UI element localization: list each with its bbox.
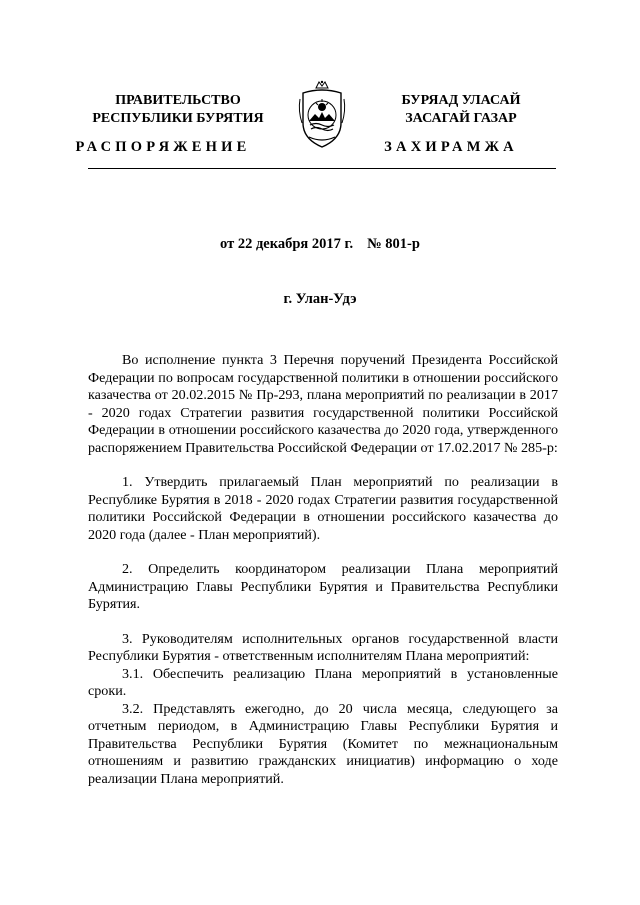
date-number-line <box>0 236 640 253</box>
government-name-ru <box>73 92 283 128</box>
coat-of-arms-icon <box>297 79 347 151</box>
document-number: № 801-р <box>367 236 420 252</box>
clause-2: 2. Определить координатором реализации Плана мероприятий Администрацию Главы Республики Бурятия и Правительства Республики Бурятия. <box>88 561 558 612</box>
document-body <box>88 352 558 788</box>
document-city: г. Улан-Удэ <box>283 291 357 307</box>
header-divider <box>88 168 556 169</box>
clause-3: 3. Руководителям исполнительных органов государственной власти Республики Бурятия - ответственным исполнителям Плана мероприятий: <box>88 630 558 664</box>
government-name-bua <box>356 92 566 128</box>
header-left-line-2: РЕСПУБЛИКИ БУРЯТИЯ <box>92 111 264 126</box>
document-date: от 22 декабря 2017 г. <box>220 236 354 252</box>
clause-3-2: 3.2. Представлять ежегодно, до 20 числа месяца, следующего за отчетным периодом, в Администрацию Главы Республики Бурятия и Правительства Республики Бурятия (Комитет по межнациональным отношениям и развитию гражданских инициатив) информацию о ходе реализации Плана мероприятий. <box>88 700 558 787</box>
doc-type-ru: РАСПОРЯЖЕНИЕ <box>75 139 251 155</box>
header-right-line-2: ЗАСАГАЙ ГАЗАР <box>405 111 517 126</box>
doc-type-bua: ЗАХИРАМЖА <box>384 139 518 155</box>
clause-3-1: 3.1. Обеспечить реализацию Плана мероприятий в установленные сроки. <box>88 665 558 699</box>
clause-1: 1. Утвердить прилагаемый План мероприятий по реализации в Республике Бурятия в 2018 - 2020 годах Стратегии развития государственной политики Российской Федерации в отношении российского казачества до 2020 года (далее - План мероприятий). <box>88 474 558 543</box>
header-left-line-1: ПРАВИТЕЛЬСТВО <box>115 93 241 108</box>
header-right-line-1: БУРЯАД УЛАСАЙ <box>401 93 521 108</box>
preamble-paragraph: Во исполнение пункта 3 Перечня поручений Президента Российской Федерации по вопросам государственной политики в отношении российского казачества от 20.02.2015 № Пр-293, плана мероприятий по реализации в 2017 - 2020 годах Стратегии развития государственной политики Российской Федерации в отношении российского казачества до 2020 года, утвержденного распоряжением Правительства Российской Федерации от 17.02.2017 № 285-р: <box>88 352 558 456</box>
